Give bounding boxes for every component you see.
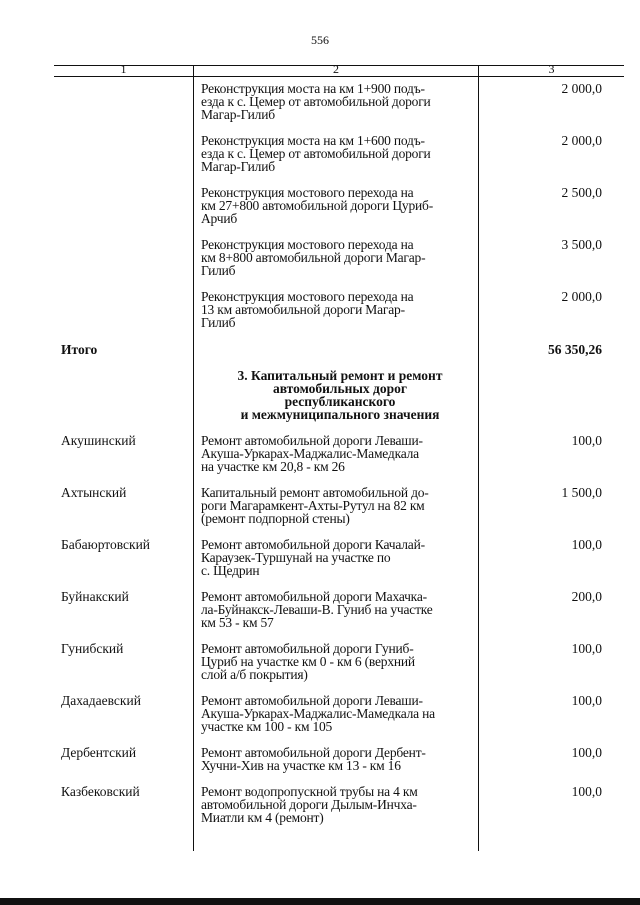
column-divider-2 <box>478 65 479 851</box>
section-heading: 3. Капитальный ремонт и ремонт автомобильных дорог республиканского и межмуниципального значения <box>237 368 443 422</box>
page-number: 556 <box>311 33 329 47</box>
table-row-amount: 2 000,0 <box>561 133 602 148</box>
table-row-description: Капитальный ремонт автомобильной до- роги Магарамкент-Ахты-Рутул на 82 км (ремонт подпорной стены) <box>201 485 429 526</box>
total-amount: 56 350,26 <box>548 342 602 357</box>
district-name: Ахтынский <box>61 485 127 500</box>
column-divider-1 <box>193 65 194 851</box>
table-row-description: Ремонт автомобильной дороги Махачка- ла-Буйнакск-Леваши-В. Гуниб на участке км 53 - км 57 <box>201 589 433 630</box>
table-row-amount: 100,0 <box>571 693 602 708</box>
table-row-description: Реконструкция мостового перехода на 13 км автомобильной дороги Магар- Гилиб <box>201 289 414 330</box>
column-header-3: 3 <box>548 62 555 76</box>
table-row-amount: 2 000,0 <box>561 289 602 304</box>
scan-bottom-edge <box>0 898 640 905</box>
table-row-amount: 100,0 <box>571 745 602 760</box>
header-bottom-border <box>54 76 624 77</box>
table-row-description: Реконструкция мостового перехода на км 27+800 автомобильной дороги Цуриб- Арчиб <box>201 185 434 226</box>
district-name: Казбековский <box>61 784 140 799</box>
table-row-description: Реконструкция мостового перехода на км 8+800 автомобильной дороги Магар- Гилиб <box>201 237 426 278</box>
district-name: Акушинский <box>61 433 136 448</box>
column-header-2: 2 <box>333 62 339 76</box>
table-row-description: Ремонт автомобильной дороги Гуниб- Цуриб на участке км 0 - км 6 (верхний слой а/б покрытия) <box>201 641 415 682</box>
table-row-description: Ремонт автомобильной дороги Леваши- Акуша-Уркарах-Маджалис-Мамедкала на участке км 20,8 - км 26 <box>201 433 423 474</box>
table-row-amount: 2 000,0 <box>561 81 602 96</box>
table-row-description: Ремонт водопропускной трубы на 4 км автомобильной дороги Дылым-Инчха- Миатли км 4 (ремонт) <box>201 784 418 825</box>
budget-table <box>54 62 624 851</box>
table-row-description: Ремонт автомобильной дороги Леваши- Акуша-Уркарах-Маджалис-Мамедкала на участке км 100 - км 105 <box>201 693 435 734</box>
table-row-amount: 1 500,0 <box>561 485 602 500</box>
table-row-amount: 100,0 <box>571 433 602 448</box>
table-row-amount: 3 500,0 <box>561 237 602 252</box>
table-row-description: Ремонт автомобильной дороги Качалай- Караузек-Туршунай на участке по с. Щедрин <box>201 537 425 578</box>
district-name: Бабаюртовский <box>61 537 151 552</box>
table-row-description: Ремонт автомобильной дороги Дербент- Хучни-Хив на участке км 13 - км 16 <box>201 745 426 773</box>
table-row-amount: 200,0 <box>571 589 602 604</box>
district-name: Дербентский <box>61 745 137 760</box>
table-row-amount: 2 500,0 <box>561 185 602 200</box>
table-row-amount: 100,0 <box>571 537 602 552</box>
table-row-description: Реконструкция моста на км 1+900 подъ- езда к с. Цемер от автомобильной дороги Магар-Гилиб <box>201 81 431 122</box>
district-name: Буйнакский <box>61 589 129 604</box>
total-label: Итого <box>61 342 98 357</box>
table-row-description: Реконструкция моста на км 1+600 подъ- езда к с. Цемер от автомобильной дороги Магар-Гилиб <box>201 133 431 174</box>
table-row-amount: 100,0 <box>571 641 602 656</box>
table-row-amount: 100,0 <box>571 784 602 799</box>
district-name: Гунибский <box>61 641 124 656</box>
district-name: Дахадаевский <box>61 693 141 708</box>
column-header-1: 1 <box>120 62 127 76</box>
